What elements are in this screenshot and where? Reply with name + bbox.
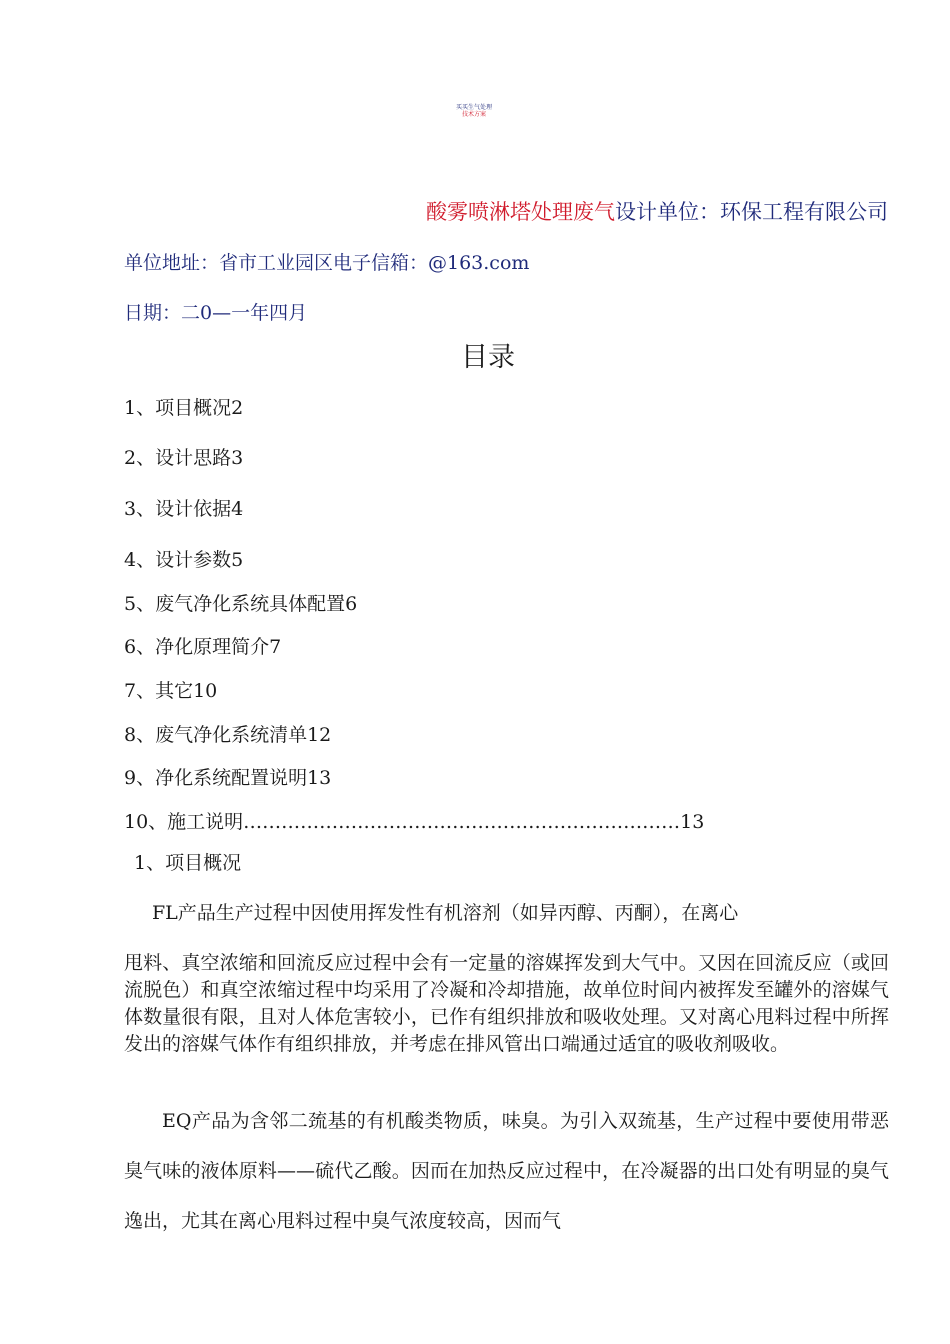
- title-red-part: 酸雾喷淋塔处理废气: [426, 200, 615, 224]
- header-stamp: [456, 104, 492, 118]
- section-heading: 1、项目概况: [134, 852, 242, 874]
- header-stamp-line1: 买买生气处理: [456, 104, 493, 111]
- toc-item: 5、废气净化系统具体配置6: [124, 593, 358, 615]
- header-stamp-line2: 技术方案: [462, 111, 487, 118]
- paragraph-2: EQ产品为含邻二巯基的有机酸类物质，味臭。为引入双巯基，生产过程中要使用带恶臭气味的液体原料——硫代乙酸。因而在加热反应过程中，在冷凝器的出口处有明显的臭气逸出，尤其在离心甩料过程中臭气浓度较高，因而气: [124, 1110, 889, 1232]
- toc-item: 2、设计思路3: [124, 447, 244, 469]
- toc-item: 9、净化系统配置说明13: [124, 767, 332, 789]
- document-title: [426, 196, 888, 226]
- toc-heading: 目录: [461, 342, 515, 373]
- title-blue-part: 设计单位：环保工程有限公司: [615, 200, 888, 224]
- toc-item: 1、项目概况2: [124, 397, 244, 419]
- paragraph-1-body: 甩料、真空浓缩和回流反应过程中会有一定量的溶媒挥发到大气中。又因在回流反应（或回流脱色）和真空浓缩过程中均采用了冷凝和冷却措施，故单位时间内被挥发至罐外的溶媒气体数量很有限，且对人体危害较小，已作有组织排放和吸收处理。又对离心甩料过程中所挥发出的溶媒气体作有组织排放，并考虑在排风管出口端通过适宜的吸收剂吸收。: [124, 952, 889, 1055]
- toc-item: 10、施工说明……………………………………………………………13: [124, 811, 705, 833]
- paragraph-1-first-line: FL产品生产过程中因使用挥发性有机溶剂（如异丙醇、丙酮），在离心: [152, 902, 739, 924]
- toc-item: 7、其它10: [124, 680, 218, 702]
- address-line: 单位地址：省市工业园区电子信箱：@163.com: [124, 252, 530, 274]
- toc-item: 4、设计参数5: [124, 549, 244, 571]
- toc-item: 3、设计依据4: [124, 498, 244, 520]
- date-line: 日期：二0—一年四月: [124, 302, 308, 324]
- toc-item: 8、废气净化系统清单12: [124, 724, 332, 746]
- toc-item: 6、净化原理简介7: [124, 636, 282, 658]
